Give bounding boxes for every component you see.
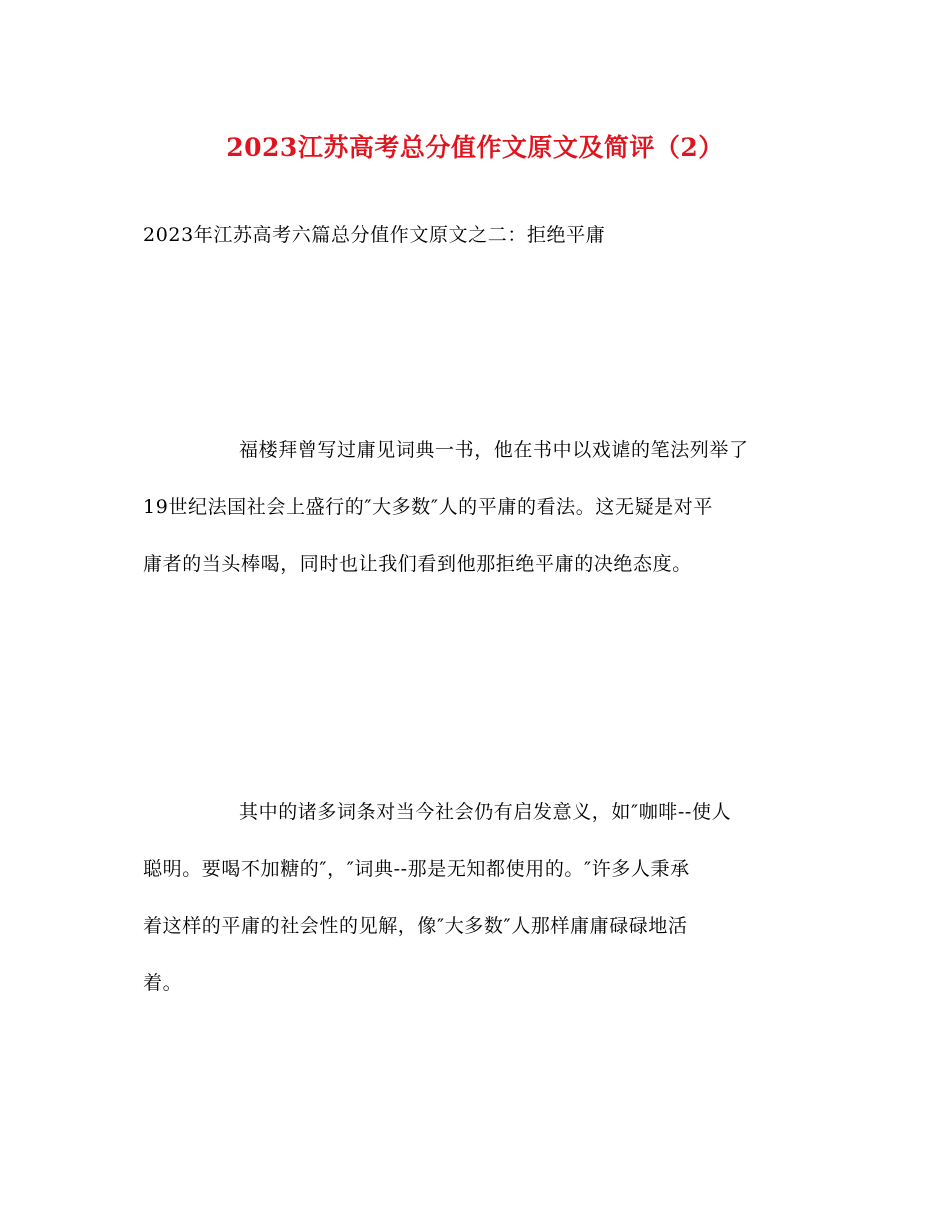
paragraph [143,784,811,1012]
paragraph-line: 着。 [143,972,183,994]
paragraph-line: 庸者的当头棒喝，同时也让我们看到他那拒绝平庸的决绝态度。 [143,553,692,575]
paragraph-line: 福楼拜曾写过庸见词典一书，他在书中以戏谑的笔法列举了 [239,439,749,461]
document-subtitle: 2023年江苏高考六篇总分值作文原文之二：拒绝平庸 [143,224,606,246]
paragraph-line: 聪明。要喝不加糖的″，″词典--那是无知都使用的。″许多人秉承 [143,858,690,880]
paragraph-line: 其中的诸多词条对当今社会仍有启发意义，如″咖啡--使人 [239,801,732,823]
paragraph-line: 着这样的平庸的社会性的见解，像″大多数″人那样庸庸碌碌地活 [143,915,688,937]
paragraph [143,422,811,593]
document-title: 2023江苏高考总分值作文原文及简评（2） [226,133,724,162]
paragraph-line: 19世纪法国社会上盛行的″大多数″人的平庸的看法。这无疑是对平 [143,496,713,518]
